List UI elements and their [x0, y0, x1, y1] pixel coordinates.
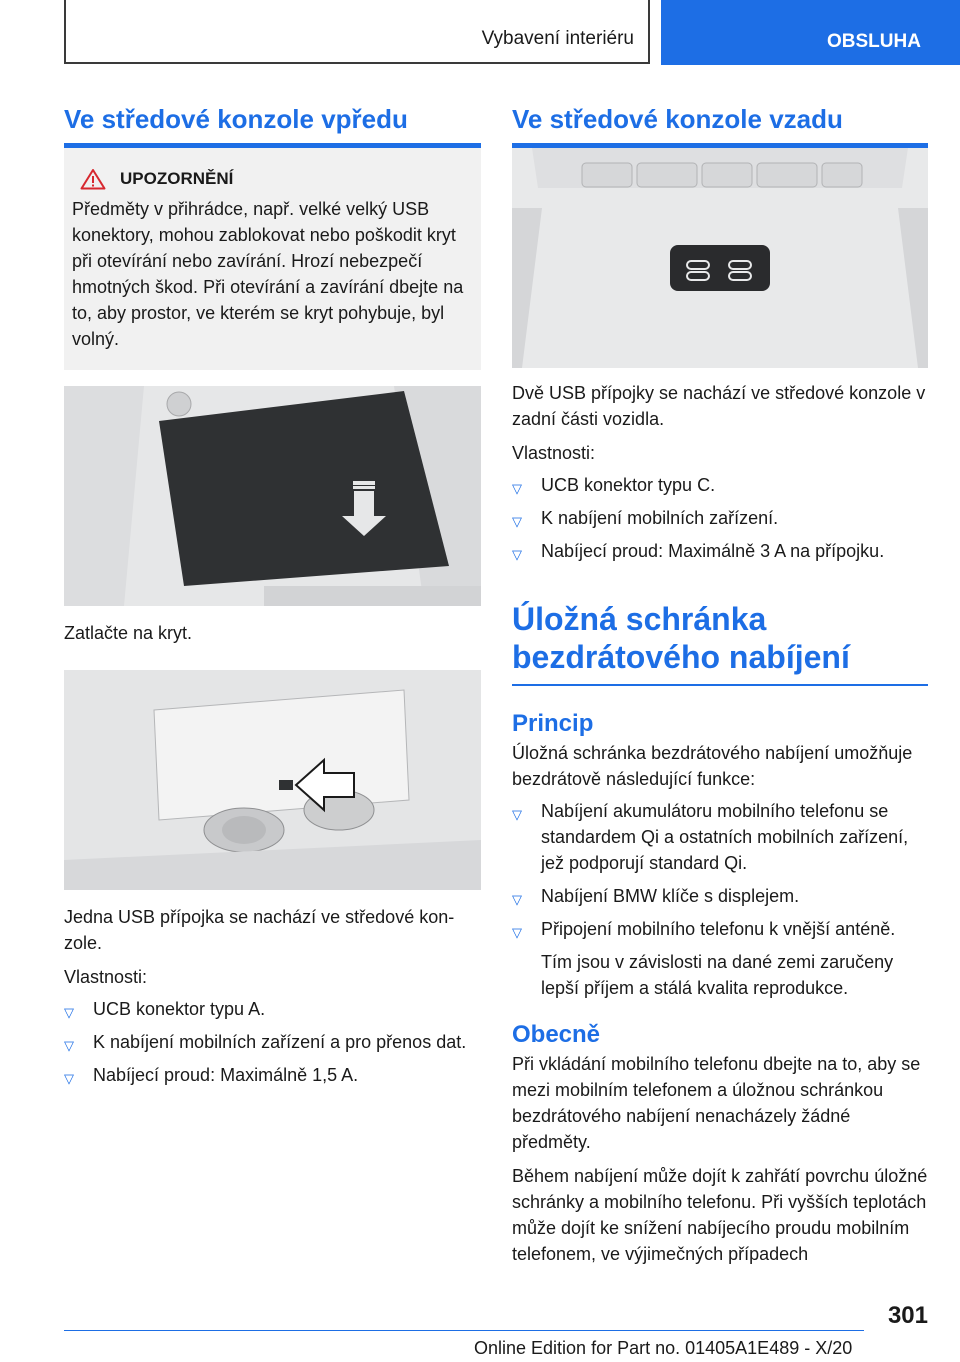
bullet-triangle-icon: ▽: [512, 892, 522, 907]
list-item: ▽ Nabíjení BMW klíče s displejem.: [512, 883, 928, 909]
bullet-triangle-icon: ▽: [512, 514, 522, 529]
principle-sub-note: Tím jsou v závislosti na dané zemi zaručeny lepší příjem a stálá kvalita reprodukce.: [541, 952, 894, 998]
chapter-tab: [661, 0, 960, 65]
caption-rear-usb: Dvě USB přípojky se nachází ve středové konzole v zadní části vozidla.: [512, 383, 926, 429]
bullet-triangle-icon: ▽: [64, 1071, 74, 1086]
bullet-triangle-icon: ▽: [512, 547, 522, 562]
right-props-list: [512, 472, 928, 564]
warning-box: [64, 148, 481, 370]
left-props-label: Vlastnosti:: [64, 967, 148, 987]
list-item: ▽ UCB konektor typu C.: [512, 472, 928, 498]
right-column: [512, 100, 928, 1267]
general-heading: Obecně: [512, 1021, 601, 1048]
list-item: ▽ Nabíjecí proud: Maximálně 3 A na přípojku.: [512, 538, 928, 564]
general-paragraph-1: Při vkládání mobilního telefonu dbejte na to, aby se mezi mobilním telefonem a úložnou schránkou bezdrátového nabíjení nenacházely žádné předměty.: [512, 1054, 921, 1152]
footer-divider: [64, 1330, 864, 1331]
warning-icon: [80, 168, 106, 190]
principle-heading: Princip: [512, 710, 594, 737]
bullet-triangle-icon: ▽: [512, 481, 522, 496]
footer-edition: Online Edition for Part no. 01405A1E489 - X/20: [474, 1338, 853, 1358]
warning-title: UPOZORNĚNÍ: [120, 169, 234, 188]
left-props-list: [64, 996, 481, 1088]
caption-usb-a: Jedna USB přípojka se nachází ve středové konzole.: [64, 907, 455, 953]
wireless-charging-heading: Úložná schránka bezdrátového nabíjení: [512, 600, 928, 686]
page-number: 301: [887, 1302, 928, 1329]
list-item: ▽ Nabíjecí proud: Maximálně 1,5 A.: [64, 1062, 481, 1088]
list-item: ▽ K nabíjení mobilních zařízení a pro přenos dat.: [64, 1029, 481, 1055]
left-column: [64, 100, 481, 1095]
principle-list: [512, 798, 928, 942]
principle-intro: Úložná schránka bezdrátového nabíjení umožňuje bezdrátově následující funkce:: [512, 743, 913, 789]
left-heading: Ve středové konzole vpředu: [64, 100, 481, 148]
bullet-triangle-icon: ▽: [512, 807, 522, 822]
page-header: [0, 0, 960, 66]
right-heading: Ve středové konzole vzadu: [512, 100, 928, 148]
right-props-label: Vlastnosti:: [512, 443, 596, 463]
console-cover-image: [64, 386, 481, 606]
warning-text: Předměty v přihrádce, např. velké velký USB konektory, mohou zablokovat nebo poškodit kryt při otevírání nebo zavírání. Hrozí nebezpečí hmotných škod. Při otevírání a zavírání dbejte na to, aby prostor, ve kterém se kryt pohybuje, byl volný.: [72, 199, 464, 349]
header-box: [64, 0, 650, 64]
list-item: ▽ UCB konektor typu A.: [64, 996, 481, 1022]
rear-usb-image: [512, 148, 928, 368]
list-item: ▽ Nabíjení akumulátoru mobilního telefonu se standardem Qi a ostatních mobilních zařízení, jež podporují standard Qi.: [512, 801, 909, 873]
list-item: ▽ K nabíjení mobilních zařízení.: [512, 505, 928, 531]
bullet-triangle-icon: ▽: [64, 1005, 74, 1020]
caption-push-cover: Zatlačte na kryt.: [64, 623, 193, 643]
list-item: ▽ Připojení mobilního telefonu k vnější anténě.: [512, 916, 928, 942]
bullet-triangle-icon: ▽: [512, 925, 522, 940]
usb-a-location-image: [64, 670, 481, 890]
chapter-tab-label: OBSLUHA: [827, 31, 921, 52]
section-title: Vybavení interiéru: [481, 28, 634, 49]
bullet-triangle-icon: ▽: [64, 1038, 74, 1053]
general-paragraph-2: Během nabíjení může dojít k zahřátí povrchu úložné schránky a mobilního telefonu. Při vyšších teplotách může dojít ke snížení nabíjecího proudu mobilním telefonem, ve výjimečných případech: [512, 1166, 928, 1264]
